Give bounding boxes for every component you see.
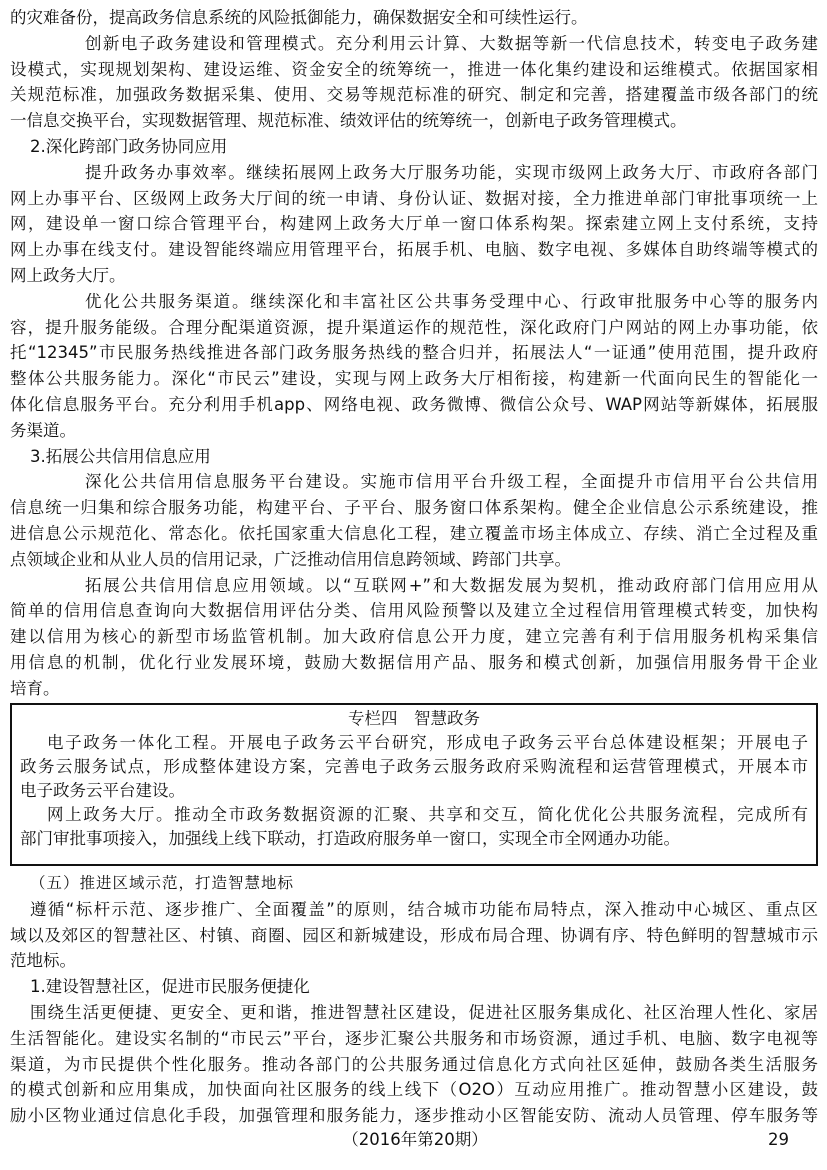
page-number: 29 <box>768 1130 789 1149</box>
text-line: 进信息公示规范化、常态化。依托国家重大信息化工程，建立覆盖市场主体成立、存续、消亡全过程及重 <box>10 523 818 543</box>
text-line: 网上办事在线支付。建设智能终端应用管理平台，拓展手机、电脑、数字电视、多媒体自助终端等模式的 <box>10 240 818 260</box>
text-line: 深化公共信用信息服务平台建设。实施市信用平台升级工程，全面提升市信用平台公共信用 <box>85 472 818 492</box>
text-line: （五）推进区域示范，打造智慧地标 <box>30 874 295 892</box>
text-line: 2.深化跨部门政务协同应用 <box>30 136 228 156</box>
text-line: 容，提升服务能级。合理分配渠道资源，提升渠道运作的规范性，深化政府门户网站的网上办事功能，依 <box>10 317 818 337</box>
sidebar-box-smart-government <box>10 703 818 866</box>
paragraph <box>10 31 818 134</box>
text-line: 网上政务大厅。 <box>10 265 126 285</box>
paragraph <box>10 289 818 444</box>
text-line: 用信息的机制，优化行业发展环境，鼓励大数据信用产品、服务和模式创新，加强信用服务骨干企业 <box>10 652 818 672</box>
main-text-lower <box>10 871 818 1129</box>
paragraph <box>20 731 808 803</box>
text-line: 生活智能化。建设实名制的“市民云”平台，逐步汇聚公共服务和市场资源，通过手机、电脑、数字电视等 <box>10 1028 818 1048</box>
text-line: 信息统一归集和综合服务功能，构建平台、子平台、服务窗口体系架构。健全企业信息公示系统建设，推 <box>10 498 818 518</box>
section-heading <box>10 134 818 160</box>
text-line: 务渠道。 <box>10 420 76 440</box>
text-line: 3.拓展公共信用信息应用 <box>30 446 211 466</box>
text-line: 的灾难备份，提高政务信息系统的风险抵御能力，确保数据安全和可续性运行。 <box>10 8 588 27</box>
text-line: 域以及郊区的智慧社区、村镇、商圈、园区和新城建设，形成布局合理、协调有序、特色鲜明的智慧城市示 <box>10 925 818 945</box>
text-line: 提升政务办事效率。继续拓展网上政务大厅服务功能，实现市级网上政务大厅、市政府各部门 <box>85 162 818 182</box>
text-line: 的模式创新和应用集成，加快面向社区服务的线上线下（O2O）互动应用推广。推动智慧小区建设，鼓 <box>10 1080 818 1100</box>
section-heading <box>10 444 818 470</box>
text-line: 遵循“标杆示范、逐步推广、全面覆盖”的原则，结合城市功能布局特点，深入推动中心城区、重点区 <box>30 899 818 919</box>
paragraph <box>10 5 818 31</box>
section-heading <box>10 871 818 897</box>
text-line: 点领域企业和从业人员的信用记录，广泛推动信用信息跨领域、跨部门共享。 <box>10 549 571 569</box>
paragraph <box>10 469 818 572</box>
text-line: 政务云服务试点，形成整体建设方案，完善电子政务云服务政府采购流程和运营管理模式，开展本市 <box>20 757 808 776</box>
text-line: 一信息交换平台，实现数据管理、规范标准、绩效评估的统筹统一，创新电子政务管理模式。 <box>10 111 687 131</box>
section-heading <box>10 974 818 1000</box>
page-footer <box>0 1128 827 1152</box>
box-body <box>20 731 808 851</box>
issue-label: （2016年第20期） <box>342 1130 488 1149</box>
text-line: 简单的信用信息查询向大数据信用评估分类、信用风险预警以及建立全过程信用管理模式转变，加快构 <box>10 601 818 621</box>
text-line: 部门审批事项接入，加强线上线下联动，打造政府服务单一窗口，实现全市全网通办功能。 <box>20 829 680 848</box>
text-line: 围绕生活更便捷、更安全、更和谐，推进智慧社区建设，促进社区服务集成化、社区治理人性化、家居 <box>30 1002 818 1022</box>
text-line: 网，建设单一窗口综合管理平台，构建网上政务大厅单一窗口体系构架。探索建立网上支付系统，支持 <box>10 214 818 234</box>
text-line: 拓展公共信用信息应用领域。以“互联网+”和大数据发展为契机，推动政府部门信用应用从 <box>85 575 818 595</box>
text-line: 电子政务云平台建设。 <box>20 781 185 800</box>
paragraph <box>10 573 818 702</box>
text-line: 渠道，为市民提供个性化服务。推动各部门的公共服务通过信息化方式向社区延伸，鼓励各类生活服务 <box>10 1054 818 1074</box>
text-line: 培育。 <box>10 678 60 698</box>
box-title: 专栏四 智慧政务 <box>348 709 480 728</box>
text-line: 电子政务一体化工程。开展电子政务云平台研究，形成电子政务云平台总体建设框架；开展电子 <box>47 733 808 752</box>
text-line: 优化公共服务渠道。继续深化和丰富社区公共事务受理中心、行政审批服务中心等的服务内 <box>85 291 818 311</box>
text-line: 网上办事平台、区级网上政务大厅间的统一申请、身份认证、数据对接，全力推进单部门审批事项统一上 <box>10 188 818 208</box>
text-line: 关规范标准，加强政务数据采集、使用、交易等规范标准的研究、制定和完善，搭建覆盖市级各部门的统 <box>10 85 818 105</box>
text-line: 整体公共服务能力。深化“市民云”建设，实现与网上政务大厅相衔接，构建新一代面向民生的智能化一 <box>10 369 818 389</box>
text-line: 励小区物业通过信息化手段，加强管理和服务能力，逐步推动小区智能安防、流动人员管理、停车服务等 <box>10 1106 818 1126</box>
paragraph <box>10 1000 818 1129</box>
text-line: 范地标。 <box>10 951 76 971</box>
text-line: 托“12345”市民服务热线推进各部门政务服务热线的整合归并，拓展法人“一证通”使用范围，提升政府 <box>10 343 818 363</box>
paragraph <box>20 803 808 851</box>
text-line: 体化信息服务平台。充分利用手机app、网络电视、政务微博、微信公众号、WAP网站等新媒体，拓展服 <box>10 394 818 414</box>
text-line: 1.建设智慧社区，促进市民服务便捷化 <box>30 977 310 997</box>
text-line: 创新电子政务建设和管理模式。充分利用云计算、大数据等新一代信息技术，转变电子政务建 <box>85 33 818 53</box>
paragraph <box>10 160 818 289</box>
text-line: 设模式，实现规划架构、建设运维、资金安全的统筹统一，推进一体化集约建设和运维模式。依据国家相 <box>10 59 818 79</box>
text-line: 网上政务大厅。推动全市政务数据资源的汇聚、共享和交互，简化优化公共服务流程，完成所有 <box>47 805 808 824</box>
text-line: 建以信用为核心的新型市场监管机制。加大政府信息公开力度，建立完善有利于信用服务机构采集信 <box>10 627 818 647</box>
paragraph <box>10 897 818 974</box>
main-text-upper <box>10 5 818 702</box>
